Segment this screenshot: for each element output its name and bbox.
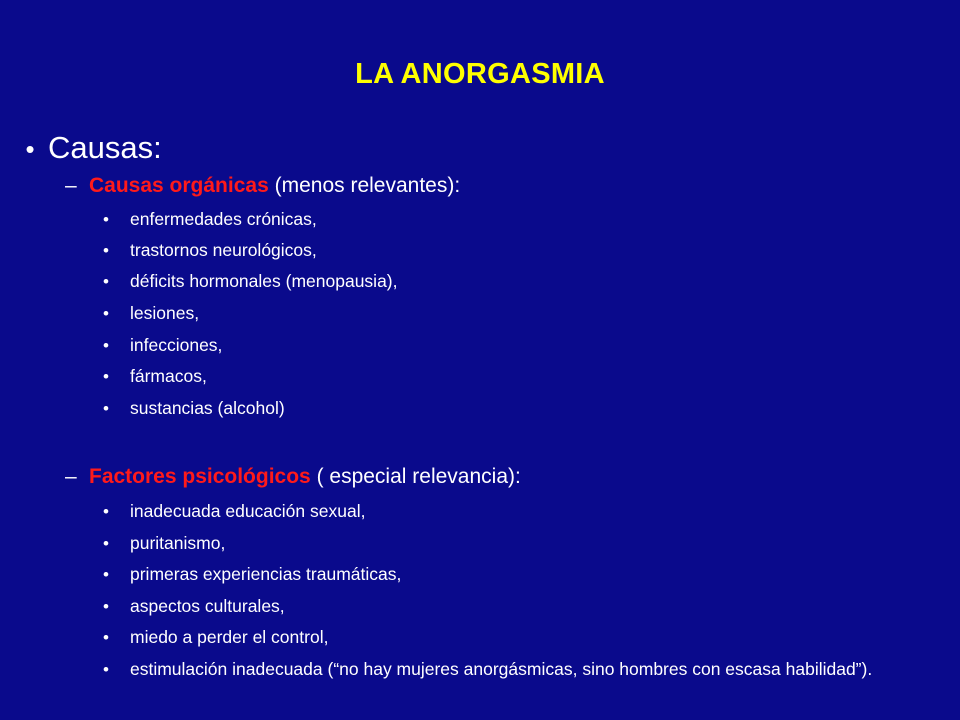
organic-causes-heading bbox=[65, 174, 460, 198]
organic-cause-text: enfermedades crónicas, bbox=[130, 209, 317, 229]
bullet-marker: • bbox=[103, 367, 109, 386]
bullet-marker: • bbox=[103, 565, 109, 584]
organic-cause-text: sustancias (alcohol) bbox=[130, 398, 285, 418]
psych-factors-heading bbox=[65, 465, 521, 489]
organic-cause-text: infecciones, bbox=[130, 335, 223, 355]
psych-factor-text: estimulación inadecuada (“no hay mujeres anorgásmicas, sino hombres con escasa habilidad”). bbox=[130, 659, 873, 679]
organic-cause-text: lesiones, bbox=[130, 303, 200, 323]
list-item bbox=[103, 658, 941, 680]
list-item bbox=[103, 595, 941, 617]
organic-causes-highlight: Causas orgánicas bbox=[89, 174, 269, 197]
bullet-marker: • bbox=[25, 134, 35, 164]
list-item bbox=[103, 500, 941, 522]
psych-factor-text: puritanismo, bbox=[130, 533, 226, 553]
bullet-marker: • bbox=[103, 210, 109, 229]
bullet-marker: • bbox=[103, 241, 109, 260]
bullet-marker: • bbox=[103, 597, 109, 616]
list-item bbox=[103, 302, 941, 324]
dash-marker: – bbox=[65, 465, 77, 488]
dash-marker: – bbox=[65, 174, 77, 197]
slide-title: LA ANORGASMIA bbox=[355, 58, 605, 90]
organic-causes-note: (menos relevantes): bbox=[268, 174, 461, 197]
causas-heading-row bbox=[12, 130, 162, 166]
bullet-marker: • bbox=[103, 272, 109, 291]
organic-cause-text: déficits hormonales (menopausia), bbox=[130, 271, 398, 291]
list-item bbox=[103, 626, 941, 648]
list-item bbox=[103, 334, 941, 356]
psych-factor-text: aspectos culturales, bbox=[130, 596, 285, 616]
psych-factors-note: ( especial relevancia): bbox=[310, 465, 521, 488]
organic-cause-text: fármacos, bbox=[130, 366, 207, 386]
list-item bbox=[103, 365, 941, 387]
list-item bbox=[103, 532, 941, 554]
psych-factor-text: primeras experiencias traumáticas, bbox=[130, 564, 402, 584]
list-item bbox=[103, 270, 941, 292]
list-item bbox=[103, 239, 941, 261]
psych-factor-text: inadecuada educación sexual, bbox=[130, 501, 366, 521]
bullet-marker: • bbox=[103, 336, 109, 355]
list-item bbox=[103, 563, 941, 585]
bullet-marker: • bbox=[103, 628, 109, 647]
organic-cause-text: trastornos neurológicos, bbox=[130, 240, 317, 260]
bullet-marker: • bbox=[103, 399, 109, 418]
causas-heading: Causas: bbox=[48, 130, 162, 165]
bullet-marker: • bbox=[103, 660, 109, 679]
psych-factor-text: miedo a perder el control, bbox=[130, 627, 329, 647]
bullet-marker: • bbox=[103, 502, 109, 521]
list-item bbox=[103, 208, 941, 230]
list-item bbox=[103, 397, 941, 419]
bullet-marker: • bbox=[103, 534, 109, 553]
bullet-marker: • bbox=[103, 304, 109, 323]
psych-factors-highlight: Factores psicológicos bbox=[89, 465, 311, 488]
